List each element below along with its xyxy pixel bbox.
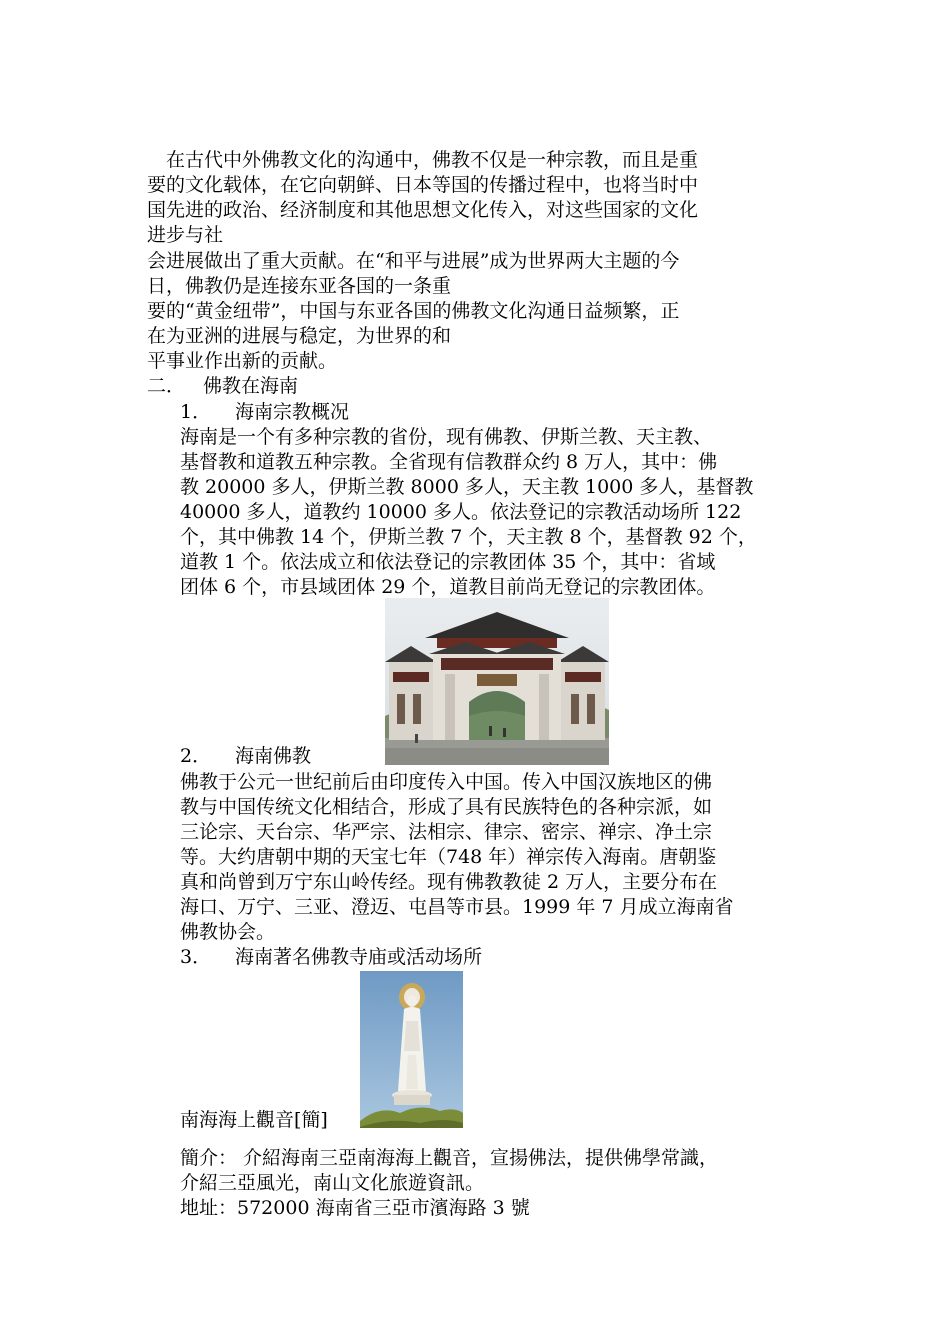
body-line: 团体 6 个，市县域团体 29 个，道教目前尚无登记的宗教团体。 xyxy=(180,576,716,598)
body-line: 40000 多人，道教约 10000 多人。依法登记的宗教活动场所 122 xyxy=(180,501,742,523)
body-line: 佛教于公元一世纪前后由印度传入中国。传入中国汉族地区的佛 xyxy=(180,771,713,793)
guanyin-statue-photo xyxy=(360,971,463,1128)
body-line: 道教 1 个。依法成立和依法登记的宗教团体 35 个，其中：省域 xyxy=(180,551,716,573)
temple-gate-photo xyxy=(385,598,609,765)
intro-line: 要的“黄金纽带”，中国与东亚各国的佛教文化沟通日益频繁，正 xyxy=(147,300,680,322)
intro-line: 平事业作出新的贡献。 xyxy=(147,350,338,372)
intro-line: 要的文化载体，在它向朝鲜、日本等国的传播过程中，也将当时中 xyxy=(147,174,699,196)
address-line: 地址：572000 海南省三亞市濱海路 3 號 xyxy=(180,1197,530,1219)
intro-line: 会进展做出了重大贡献。在“和平与进展”成为世界两大主题的今 xyxy=(147,250,680,272)
body-line: 佛教协会。 xyxy=(180,921,276,943)
intro-line: 在为亚洲的进展与稳定，为世界的和 xyxy=(147,325,452,347)
subsection-number: 1． xyxy=(180,401,212,423)
intro-line: 国先进的政治、经济制度和其他思想文化传入，对这些国家的文化 xyxy=(147,199,699,221)
body-line: 基督教和道教五种宗教。全省现有信教群众约 8 万人，其中：佛 xyxy=(180,451,718,473)
intro-line: 进步与社 xyxy=(147,224,224,246)
subsection-heading: 海南宗教概况 xyxy=(235,401,350,423)
body-line: 海口、万宁、三亚、澄迈、屯昌等市县。1999 年 7 月成立海南省 xyxy=(180,896,734,918)
intro-text-line: 簡介： 介紹海南三亞南海海上觀音，宣揚佛法，提供佛學常識， xyxy=(180,1147,719,1169)
photo-caption: 南海海上觀音[簡] xyxy=(180,1109,328,1131)
body-line: 海南是一个有多种宗教的省份，现有佛教、伊斯兰教、天主教、 xyxy=(180,426,713,448)
intro-line: 在古代中外佛教文化的沟通中，佛教不仅是一种宗教，而且是重 xyxy=(147,149,699,171)
body-line: 等。大约唐朝中期的天宝七年（748 年）禅宗传入海南。唐朝鉴 xyxy=(180,846,717,868)
body-line: 教 20000 多人，伊斯兰教 8000 多人，天主教 1000 多人，基督教 xyxy=(180,476,754,498)
intro-line: 日，佛教仍是连接东亚各国的一条重 xyxy=(147,275,452,297)
section-number: 二． xyxy=(147,375,186,397)
body-line: 教与中国传统文化相结合，形成了具有民族特色的各种宗派，如 xyxy=(180,796,713,818)
subsection-heading: 海南著名佛教寺庙或活动场所 xyxy=(235,946,483,968)
body-line: 真和尚曾到万宁东山岭传经。现有佛教教徒 2 万人，主要分布在 xyxy=(180,871,718,893)
subsection-number: 3． xyxy=(180,946,212,968)
body-line: 个，其中佛教 14 个，伊斯兰教 7 个，天主教 8 个，基督教 92 个， xyxy=(180,526,757,548)
section-heading: 佛教在海南 xyxy=(203,375,299,397)
subsection-number: 2． xyxy=(180,745,212,767)
subsection-heading: 海南佛教 xyxy=(235,745,312,767)
body-line: 三论宗、天台宗、华严宗、法相宗、律宗、密宗、禅宗、净土宗 xyxy=(180,821,713,843)
intro-text-line: 介紹三亞風光，南山文化旅遊資訊。 xyxy=(180,1172,485,1194)
